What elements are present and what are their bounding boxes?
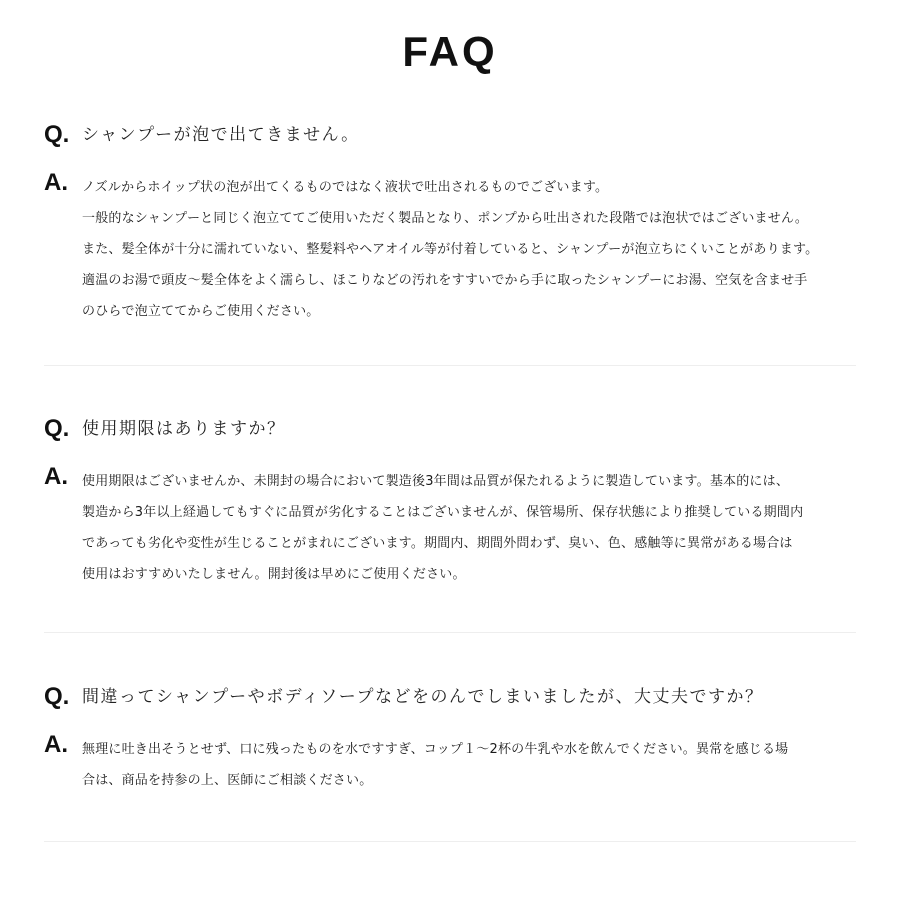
answer-text — [82, 172, 856, 327]
answer-line: であっても劣化や変性が生じることがまれにございます。期間内、期間外問わず、臭い、色、感触等に異常がある場合は — [82, 536, 793, 551]
divider — [44, 841, 856, 842]
answer-line: 無理に吐き出そうとせず、口に残ったものを水ですすぎ、コップ１〜2杯の牛乳や水を飲んでください。異常を感じる場 — [82, 742, 789, 757]
faq-question — [44, 680, 856, 714]
answer-text — [82, 734, 856, 796]
faq-item — [44, 118, 856, 366]
answer-line: また、髪全体が十分に濡れていない、整髪料やヘアオイル等が付着していると、シャンプーが泡立ちにくいことがあります。 — [82, 242, 819, 257]
question-text: 間違ってシャンプーやボディソープなどをのんでしまいましたが、大丈夫ですか？ — [82, 687, 764, 707]
question-marker: Q. — [44, 415, 70, 442]
answer-line: 使用はおすすめいたしません。開封後は早めにご使用ください。 — [82, 567, 466, 582]
answer-line: 適温のお湯で頭皮〜髪全体をよく濡らし、ほこりなどの汚れをすすいでから手に取ったシャンプーにお湯、空気を含ませ手 — [82, 273, 808, 288]
question-text: 使用期限はありますか？ — [82, 419, 286, 439]
question-text: シャンプーが泡で出てきません。 — [82, 125, 360, 145]
answer-marker: A. — [44, 169, 68, 196]
answer-line: のひらで泡立ててからご使用ください。 — [82, 304, 320, 319]
answer-text — [82, 466, 856, 590]
answer-line: 合は、商品を持参の上、医師にご相談ください。 — [82, 773, 373, 788]
faq-answer — [44, 731, 856, 796]
answer-marker: A. — [44, 463, 68, 490]
answer-line: 製造から3年以上経過してもすぐに品質が劣化することはございませんが、保管場所、保存状態により推奨している期間内 — [82, 505, 804, 520]
divider — [44, 365, 856, 366]
question-marker: Q. — [44, 683, 70, 710]
answer-line: ノズルからホイップ状の泡が出てくるものではなく液状で吐出されるものでございます。 — [82, 180, 609, 195]
question-marker: Q. — [44, 121, 70, 148]
answer-line: 一般的なシャンプーと同じく泡立ててご使用いただく製品となり、ポンプから吐出された段階では泡状ではございません。 — [82, 211, 809, 226]
faq-item — [44, 680, 856, 842]
faq-answer — [44, 463, 856, 590]
faq-item — [44, 412, 856, 633]
faq-question — [44, 412, 856, 446]
page-title: FAQ — [402, 28, 498, 75]
divider — [44, 632, 856, 633]
answer-marker: A. — [44, 731, 68, 758]
faq-question — [44, 118, 856, 152]
faq-answer — [44, 169, 856, 327]
answer-line: 使用期限はございませんか、未開封の場合において製造後3年間は品質が保たれるように製造しています。基本的には、 — [82, 474, 790, 489]
